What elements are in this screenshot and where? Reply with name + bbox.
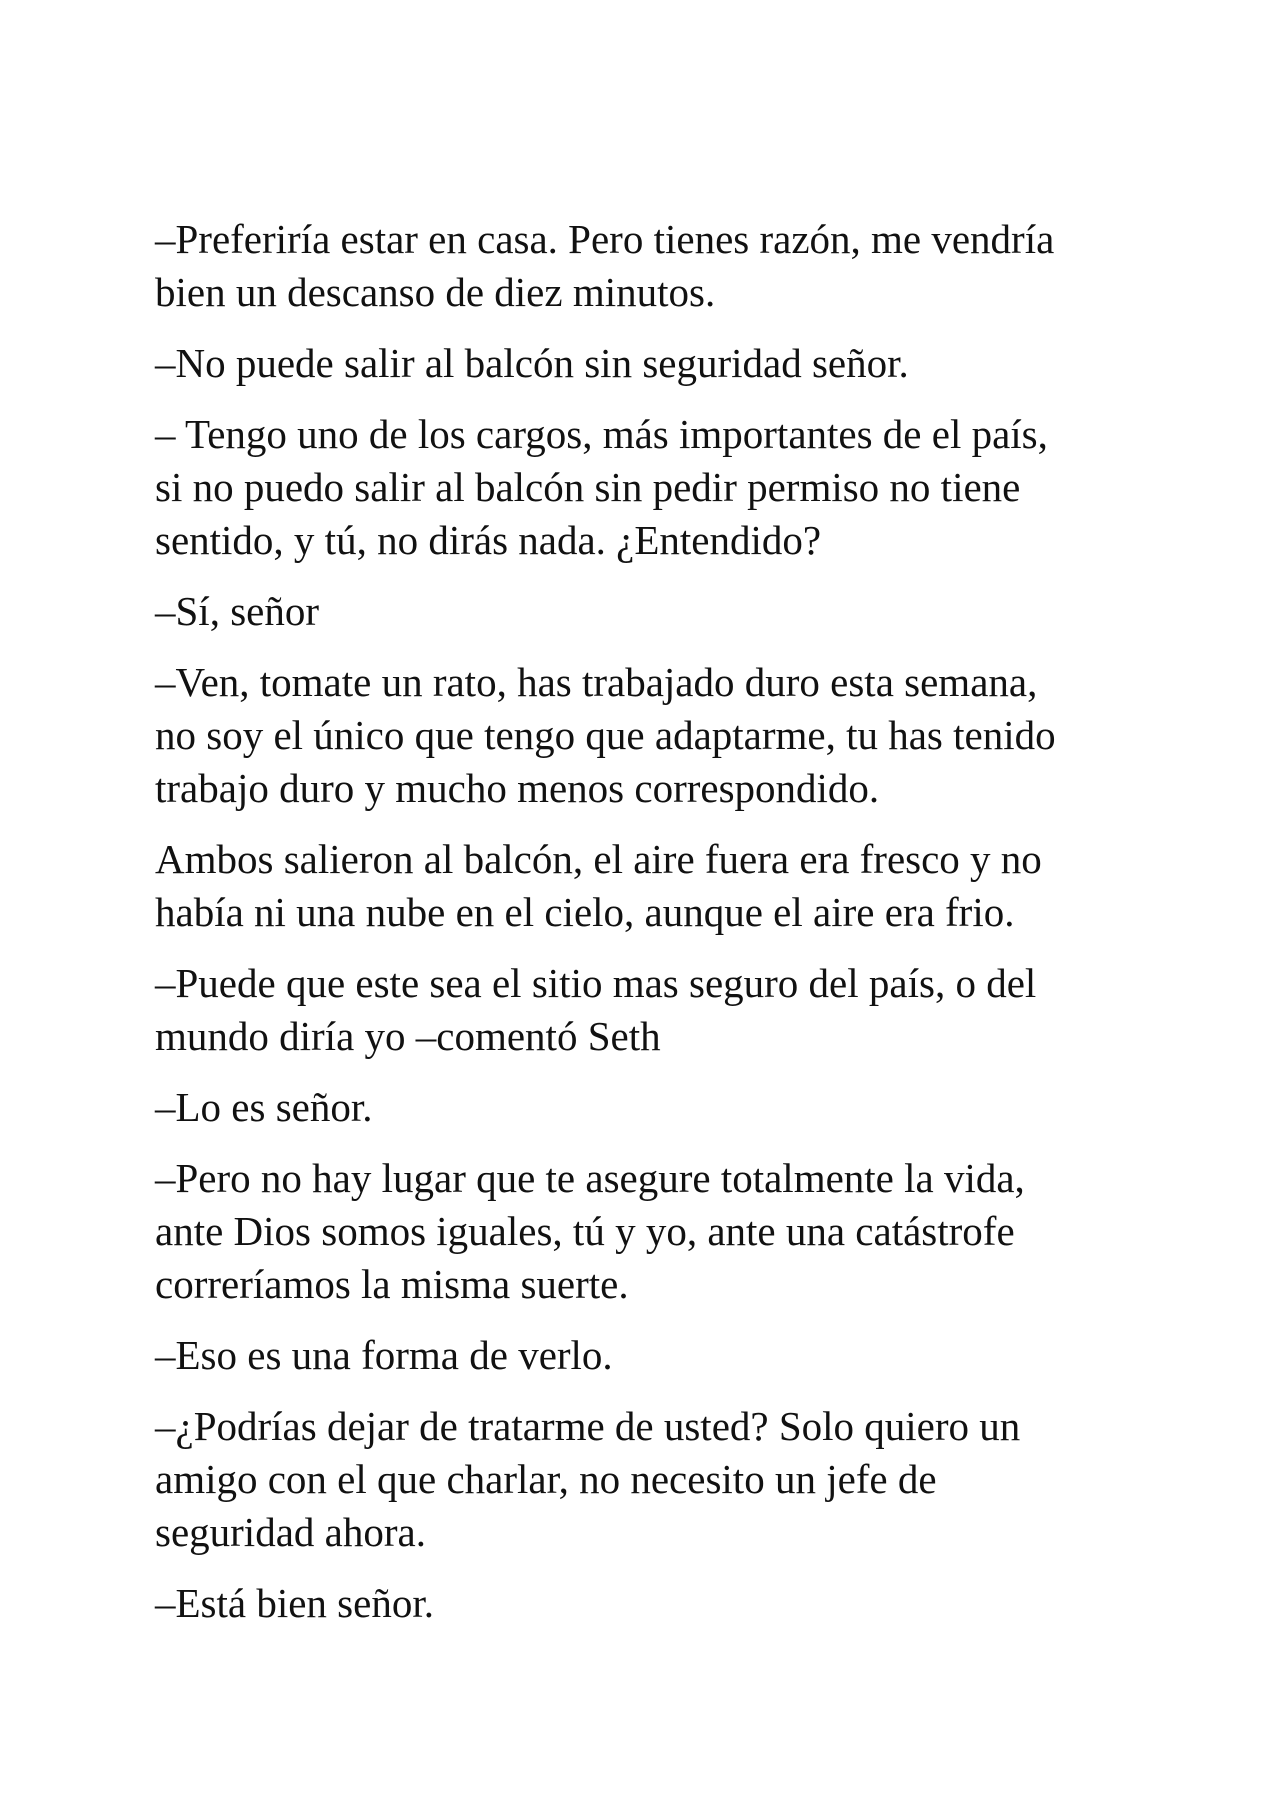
paragraph: – Tengo uno de los cargos, más importantes de el país, si no puedo salir al balcón sin pedir permiso no tiene sentido, y tú, no dirás nada. ¿Entendido? [155, 411, 1048, 563]
paragraph: Ambos salieron al balcón, el aire fuera era fresco y no había ni una nube en el cielo, aunque el aire era frio. [155, 836, 1042, 935]
paragraph: –No puede salir al balcón sin seguridad señor. [155, 340, 909, 386]
paragraph: –Lo es señor. [155, 1084, 373, 1130]
paragraph: –Ven, tomate un rato, has trabajado duro esta semana, no soy el único que tengo que adaptarme, tu has tenido trabajo duro y mucho menos correspondido. [155, 659, 1056, 811]
document-body [155, 213, 1115, 1648]
paragraph: –Eso es una forma de verlo. [155, 1332, 613, 1378]
paragraph: –Preferiría estar en casa. Pero tienes razón, me vendría bien un descanso de diez minutos. [155, 216, 1055, 315]
paragraph: –Puede que este sea el sitio mas seguro del país, o del mundo diría yo –comentó Seth [155, 960, 1037, 1059]
paragraph: –Está bien señor. [155, 1580, 434, 1626]
paragraph: –Sí, señor [155, 588, 319, 634]
paragraph: –¿Podrías dejar de tratarme de usted? Solo quiero un amigo con el que charlar, no necesito un jefe de seguridad ahora. [155, 1403, 1021, 1555]
paragraph: –Pero no hay lugar que te asegure totalmente la vida, ante Dios somos iguales, tú y yo, ante una catástrofe correríamos la misma suerte. [155, 1155, 1025, 1307]
